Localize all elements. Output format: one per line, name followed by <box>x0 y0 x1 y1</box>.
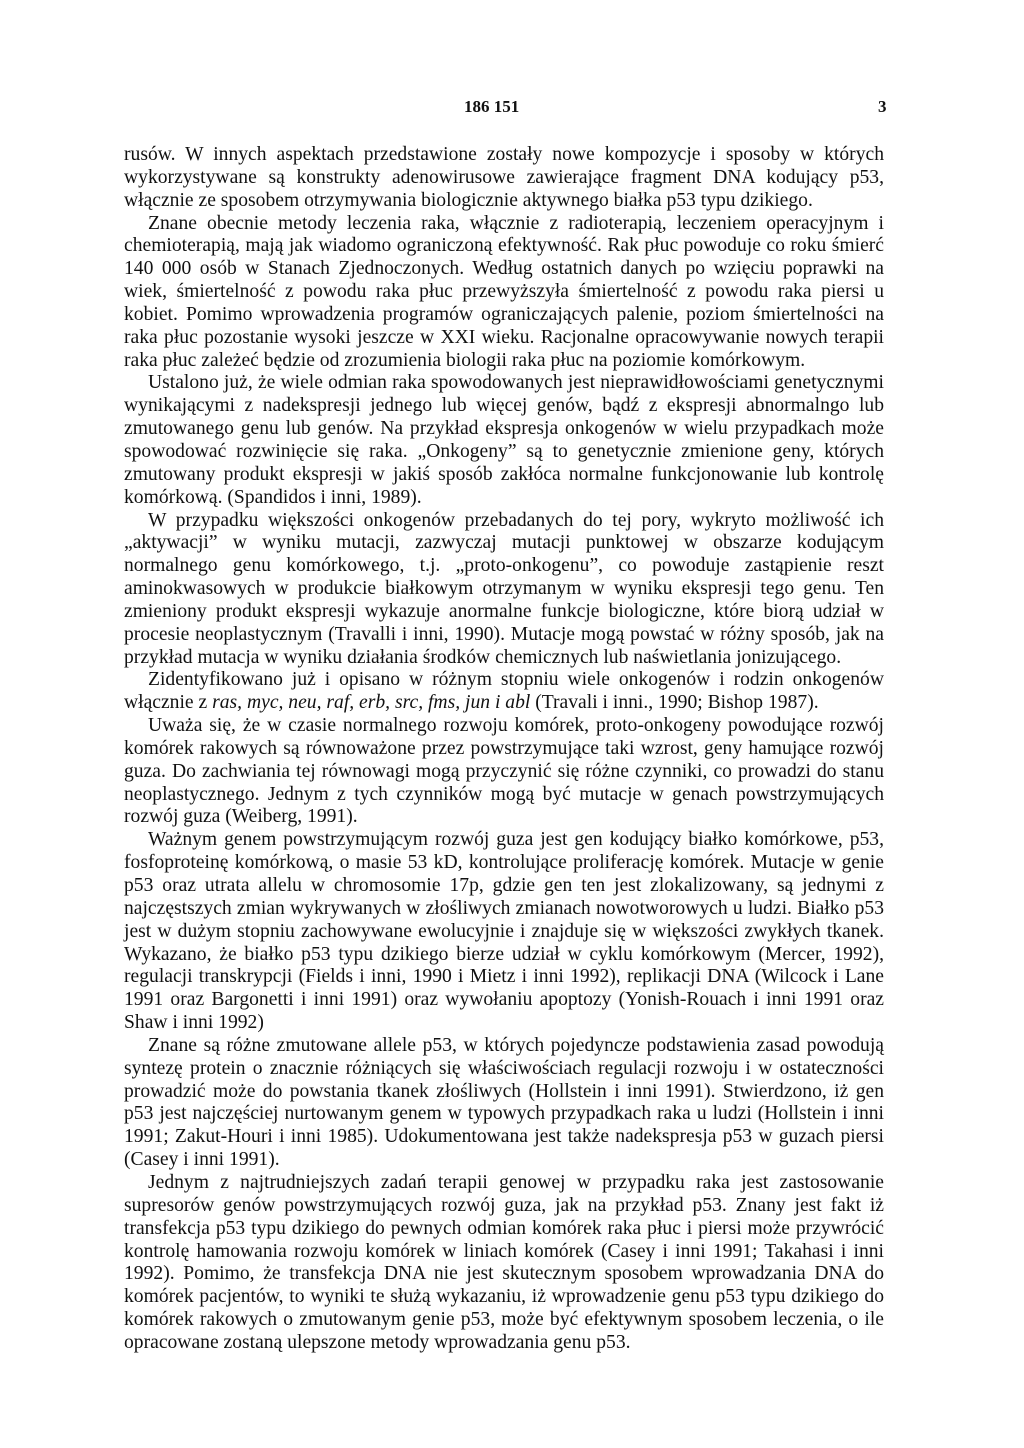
paragraph-genetic-abnormalities: Ustalono już, że wiele odmian raka spowodowanych jest nieprawidłowościami genetycznymi wynikającymi z nadekspresji jednego lub więcej genów, bądź z ekspresji abnormalngo lub zmutowanego genu lub genów. Na przykład ekspresja onkogenów w wielu przypadkach może spowodować rozwinięcie się raka. „Onkogeny” są to genetycznie zmienione geny, których zmutowany produkt ekspresji w jakiś sposób zakłóca normalne funkcjonowanie lub kontrolę komórkową. (Spandidos i inni, 1989). <box>124 372 884 508</box>
paragraph-p53-alleles: Znane są różne zmutowane allele p53, w których pojedyncze podstawienia zasad powodują syntezę protein o znacznie różniących się właściwościach regulacji rozwoju i w ostateczności prowadzić może do powstania tkanek złośliwych (Hollstein i inni 1991). Stwierdzono, iż gen p53 jest najczęściej nurtowanym genem w typowych przypadkach raka u ludzi (Hollstein i inni 1991; Zakut-Houri i inni 1985). Udokumentowana jest także nadekspresja p53 w guzach piersi (Casey i inni 1991). <box>124 1034 884 1171</box>
paragraph-continuation: rusów. W innych aspektach przedstawione zostały nowe kompozycje i sposoby w których wykorzystywane są konstrukty adenowirusowe zawierające fragment DNA kodujący p53, włącznie ze sposobem otrzymywania biologicznie aktywnego białka p53 typu dzikiego. <box>124 144 884 211</box>
paragraph-oncogene-activation: W przypadku większości onkogenów przebadanych do tej pory, wykryto możliwość ich „aktywacji” w wyniku mutacji, zazwyczaj mutacji punktowej w obszarze kodującym normalnego genu komórkowego, t.j. „proto-onkogenu”, co powoduje zastąpienie reszt aminokwasowych w produkcie białkowym otrzymanym w wyniku ekspresji tego genu. Ten zmieniony produkt ekspresji wykazuje anormalne funkcje biologiczne, które biorą udział w procesie neoplastycznym (Travalli i inni, 1990). Mutacje mogą powstać w różny sposób, jak na przykład mutacja w wyniku działania środków chemicznych lub naświetlania jonizującego. <box>124 509 884 668</box>
paragraph-cancer-treatment: Znane obecnie metody leczenia raka, włącznie z radioterapią, leczeniem operacyjnym i chemioterapią, mają jak wiadomo ograniczoną efektywność. Rak płuc powoduje co roku śmierć 140 000 osób w Stanach Zjednoczonych. Według ostatnich danych po wzięciu poprawki na wiek, śmiertelność z powodu raka płuc przewyższyła śmiertelność z powodu raka piersi u kobiet. Pomimo wprowadzenia programów ograniczających palenie, poziom śmiertelności na raka płuc pozostanie wysoki jeszcze w XXI wieku. Racjonalne opracowywanie nowych terapii raka płuc zależeć będzie od zrozumienia biologii raka płuc na poziomie komórkowym. <box>124 212 884 371</box>
oncogene-intro: Zidentyfikowano już i opisano w różnym stopniu wiele onkogenów i rodzin onkogenów włącznie z <box>124 669 884 714</box>
body-text <box>124 144 884 1355</box>
paragraph-tumor-suppressors: Uważa się, że w czasie normalnego rozwoju komórek, proto-onkogeny powodujące rozwój komórek rakowych są równoważone przez powstrzymujące taki wzrost, geny hamujące rozwój guza. Do zachwiania tej równowagi mogą przyczynić się różne czynniki, co prowadzi do stanu neoplastycznego. Jednym z tych czynników mogą być mutacje w genach powstrzymujących rozwój guza (Weiberg, 1991). <box>124 715 884 828</box>
oncogene-list: ras, myc, neu, raf, erb, src, fms, jun i abl <box>212 692 531 714</box>
paragraph-p53-gene: Ważnym genem powstrzymującym rozwój guza jest gen kodujący białko komórkowe, p53, fosfoproteinę komórkową, o masie 53 kD, kontrolujące proliferację komórek. Mutacje w genie p53 oraz utrata allelu w chromosomie 17p, gdzie gen ten jest zlokalizowany, są jednymi z najczęstszych zmian wykrywanych w złośliwych zmianach nowotworowych u ludzi. Białko p53 jest w dużym stopniu zachowywane ewolucyjnie i znajduje się w większości zwykłych tkanek. Wykazano, że białko p53 typu dzikiego bierze udział w cyklu komórkowym (Mercer, 1992), regulacji transkrypcji (Fields i inni, 1990 i Mietz i inni 1992), replikacji DNA (Wilcock i Lane 1991 oraz Bargonetti i inni 1991) oraz wywołaniu apoptozy (Yonish-Rouach i inni 1991 oraz Shaw i inni 1992) <box>124 829 884 1034</box>
paragraph-gene-therapy: Jednym z najtrudniejszych zadań terapii genowej w przypadku raka jest zastosowanie supresorów genów powstrzymujących rozwój guza, jak na przykład p53. Znany jest fakt iż transfekcja p53 typu dzikiego do pewnych odmian komórek raka płuc i piersi może przywrócić kontrolę hamowania rozwoju komórek w liniach komórek (Casey i inni 1991; Takahasi i inni 1992). Pomimo, że transfekcja DNA nie jest skutecznym sposobem wprowadzania DNA do komórek pacjentów, to wyniki te służą wykazaniu, iż wprowadzenie genu p53 typu dzikiego do komórek rakowych o zmutowanym genie p53, może być efektywnym sposobem leczenia, o ile opracowane zostaną ulepszone metody wprowadzania genu p53. <box>124 1171 884 1353</box>
oncogene-citation: (Travali i inni., 1990; Bishop 1987). <box>530 692 819 714</box>
paragraph-oncogene-families <box>124 669 884 715</box>
page-number: 3 <box>878 97 887 116</box>
page-header <box>0 97 1024 119</box>
document-number: 186 151 <box>464 97 520 116</box>
